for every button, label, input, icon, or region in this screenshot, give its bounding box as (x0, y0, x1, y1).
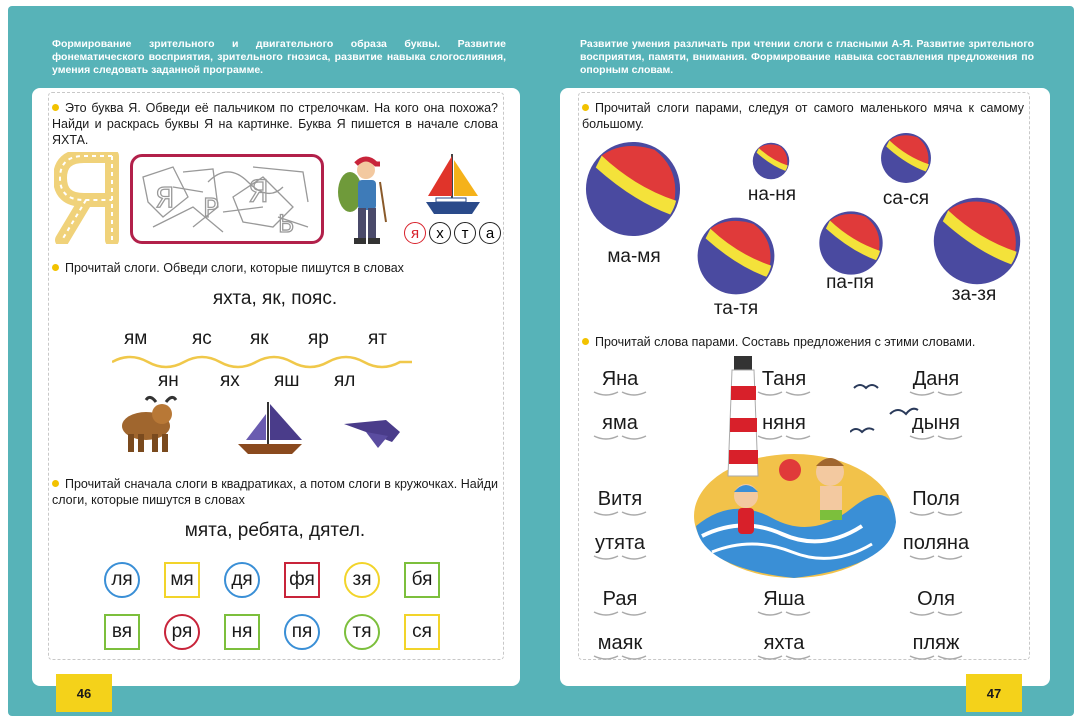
ball-label: па-пя (826, 272, 874, 293)
ball-medium-large[interactable] (696, 216, 776, 296)
page-number-right: 47 (966, 674, 1022, 712)
word-text: Таня (761, 368, 807, 390)
task-1-text: Это буква Я. Обведи её пальчиком по стрелочкам. На кого она похожа? Найди и раскрась буквы Я на картинке. Буква Я пишется в начале слова ЯХТА. (52, 101, 498, 147)
word-text: маяк (597, 632, 643, 654)
letter-maze-picture[interactable] (130, 154, 324, 244)
word-text: утята (594, 532, 646, 554)
ball-label: са-ся (882, 188, 930, 209)
syllable-shapes-row-2 (104, 614, 464, 654)
word[interactable] (888, 368, 984, 397)
word[interactable] (888, 632, 984, 661)
syllable-circle[interactable]: тя (344, 614, 380, 650)
syllable[interactable]: ят (368, 328, 387, 349)
right-page (560, 88, 1050, 686)
syllable-square[interactable]: фя (284, 562, 320, 598)
syllable-arcs (590, 391, 650, 397)
word[interactable] (888, 488, 984, 517)
wavy-line (112, 352, 412, 372)
word-text: Рая (602, 588, 638, 610)
word[interactable] (572, 588, 668, 617)
left-page-header: Формирование зрительного и двигательного образа буквы. Развитие фонематического восприятия, зрительного гнозиса, развитие навыка слогослияния, умения следовать заданной программе. (52, 38, 506, 76)
book-spread (8, 6, 1074, 716)
ball-medium[interactable] (818, 210, 884, 276)
syllable-arcs (906, 391, 966, 397)
syllable-arcs (754, 391, 814, 397)
letter-circle[interactable]: т (454, 222, 476, 244)
bullet-icon (52, 104, 59, 111)
syllable-arcs (906, 655, 966, 661)
syllable-circle[interactable]: ля (104, 562, 140, 598)
sailboat-picture (234, 400, 306, 458)
syllable-arcs (906, 435, 966, 441)
syllable-arcs (590, 555, 650, 561)
ball-large[interactable] (584, 140, 682, 238)
ball-label: за-зя (951, 284, 997, 305)
svg-text:Я: Я (248, 175, 269, 210)
word-text: пляж (912, 632, 960, 654)
syllable[interactable]: ян (158, 370, 179, 391)
svg-text:Ь: Ь (278, 210, 295, 238)
ball-label: та-тя (713, 298, 759, 319)
belt-picture (342, 410, 402, 450)
ball-tiny[interactable] (752, 142, 790, 180)
syllable[interactable]: яр (308, 328, 329, 349)
syllable-circle[interactable]: ря (164, 614, 200, 650)
task-3-text: Прочитай сначала слоги в квадратиках, а потом слоги в кружочках. Найди слоги, которые пишутся в словах (52, 477, 498, 507)
yak-picture (116, 394, 186, 456)
syllable[interactable]: яш (274, 370, 300, 391)
page-number-left: 46 (56, 674, 112, 712)
word[interactable] (888, 412, 984, 441)
syllable-square[interactable]: мя (164, 562, 200, 598)
syllable-arcs (906, 511, 966, 517)
ball-label: на-ня (747, 184, 797, 205)
syllable[interactable]: ям (124, 328, 148, 349)
word-text: Поля (912, 488, 960, 510)
word[interactable] (736, 368, 832, 397)
task-2-words: яхта, як, пояс. (212, 288, 338, 309)
syllable-square[interactable]: ся (404, 614, 440, 650)
word[interactable] (572, 368, 668, 397)
word-text: Оля (917, 588, 955, 610)
word[interactable] (736, 632, 832, 661)
word-text: Яша (763, 588, 805, 610)
svg-text:Я: Я (155, 181, 175, 214)
right-page-header: Развитие умения различать при чтении слоги с гласными А-Я. Развитие зрительного восприятия, памяти, внимания. Формирование навыка составления предложения по опорным словам. (580, 38, 1034, 76)
syllable-arcs (754, 611, 814, 617)
word-text: поляна (902, 532, 970, 554)
word-text: яхта (763, 632, 805, 654)
word[interactable] (572, 632, 668, 661)
syllable-circle[interactable]: зя (344, 562, 380, 598)
word[interactable] (888, 532, 984, 561)
syllable-arcs (754, 435, 814, 441)
bullet-icon (52, 480, 59, 487)
syllable-arcs (906, 611, 966, 617)
syllable-circle[interactable]: дя (224, 562, 260, 598)
syllable-square[interactable]: ня (224, 614, 260, 650)
word-text: яма (602, 412, 638, 434)
syllable-shapes-row-1 (104, 562, 464, 602)
syllable-arcs (590, 655, 650, 661)
syllable-square[interactable]: вя (104, 614, 140, 650)
task-2-text: Прочитай слоги. Обведи слоги, которые пишутся в словах (52, 260, 498, 276)
word[interactable] (572, 532, 668, 561)
ball-label: ма-мя (607, 246, 661, 267)
word-text: дыня (912, 412, 960, 434)
word-text: Даня (912, 368, 960, 390)
syllable[interactable]: яс (192, 328, 212, 349)
word[interactable] (572, 412, 668, 441)
letter-circle[interactable]: я (404, 222, 426, 244)
word-text: Яна (601, 368, 639, 390)
syllable[interactable]: ял (334, 370, 356, 391)
left-page (32, 88, 520, 686)
bullet-icon (582, 104, 589, 111)
word[interactable] (572, 488, 668, 517)
word-text: Витя (597, 488, 643, 510)
task-2-text: Прочитай слова парами. Составь предложения с этими словами. (582, 334, 1024, 350)
letter-circle[interactable]: х (429, 222, 451, 244)
syllable[interactable]: як (250, 328, 269, 349)
ball-large-2[interactable] (932, 196, 1022, 286)
hiker-boy-picture (334, 152, 390, 248)
word-text: няня (762, 412, 806, 434)
syllable-arcs (906, 555, 966, 561)
ball-small[interactable] (880, 132, 932, 184)
task-3-words: мята, ребята, дятел. (184, 520, 366, 541)
word[interactable] (736, 588, 832, 617)
word[interactable] (736, 412, 832, 441)
bullet-icon (582, 338, 589, 345)
syllable-arcs (590, 435, 650, 441)
word[interactable] (888, 588, 984, 617)
bullet-icon (52, 264, 59, 271)
syllable[interactable]: ях (220, 370, 240, 391)
syllable-circle[interactable]: пя (284, 614, 320, 650)
letter-circle[interactable]: а (479, 222, 501, 244)
syllable-arcs (590, 511, 650, 517)
task-1-text: Прочитай слоги парами, следуя от самого маленького мяча к самому большому. (582, 101, 1024, 131)
syllable-arcs (590, 611, 650, 617)
letter-ya-tracing[interactable] (54, 152, 126, 244)
syllable-square[interactable]: бя (404, 562, 440, 598)
yacht-picture (422, 150, 484, 220)
yachta-letters (404, 222, 504, 246)
syllable-arcs (754, 655, 814, 661)
svg-text:Р: Р (203, 194, 219, 224)
